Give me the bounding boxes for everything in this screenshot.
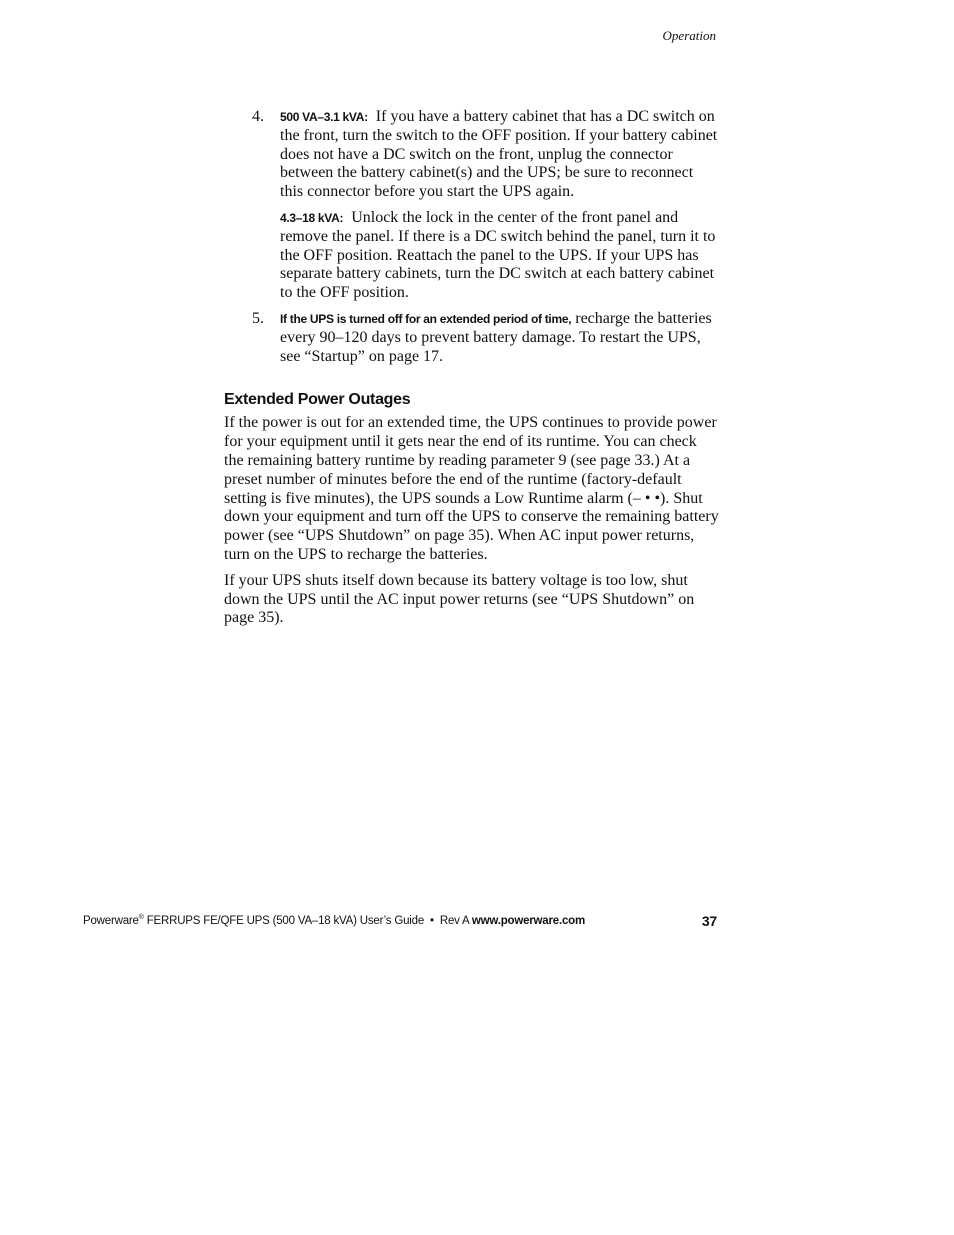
section-heading: Extended Power Outages	[224, 391, 411, 409]
step-lead: 500 VA–3.1 kVA:	[280, 110, 368, 124]
page-content	[224, 108, 720, 635]
step-text: recharge the batteries every 90–120 days to prevent battery damage. To restart the UPS, see “Startup” on page 17.	[280, 309, 712, 365]
step-paragraph	[280, 108, 720, 202]
step-text: Unlock the lock in the center of the front panel and remove the panel. If there is a DC switch behind the panel, turn it to the OFF position. Reattach the panel to the UPS. If your UPS has separate battery cabinets, turn the DC switch at each battery cabinet to the OFF position.	[280, 208, 716, 302]
step-number: 4.	[252, 108, 264, 125]
step-number: 5.	[252, 309, 264, 327]
step-5	[224, 310, 720, 366]
page-footer	[83, 914, 717, 927]
step-text: If you have a battery cabinet that has a DC switch on the front, turn the switch to the OFF position. If your battery cabinet does not have a DC switch on the front, unplug the connector between the battery cabinet(s) and the UPS; be sure to reconnect this connector before you start the UPS again.	[280, 108, 718, 201]
step-paragraph	[280, 310, 720, 366]
page-number: 37	[701, 913, 717, 929]
body-paragraph: If the power is out for an extended time, the UPS continues to provide power for your equipment until it gets near the end of its runtime. You can check the remaining battery runtime by reading parameter 9 (see page 33.) At a preset number of minutes before the end of the runtime (factory-default setting is five minutes), the UPS sounds a Low Runtime alarm (– • •). Shut down your equipment and turn off the UPS to conserve the remaining battery power (see “UPS Shutdown” on page 35). When AC input power returns, turn on the UPS to recharge the batteries.	[224, 414, 719, 563]
step-4	[224, 108, 720, 303]
running-head: Operation	[662, 28, 716, 43]
step-paragraph	[280, 209, 720, 303]
footer-brand: Powerware	[83, 914, 139, 927]
step-lead: 4.3–18 kVA:	[280, 210, 344, 225]
body-paragraph: If your UPS shuts itself down because its battery voltage is too low, shut down the UPS until the AC input power returns (see “UPS Shutdown” on page 35).	[224, 571, 695, 627]
footer-title: FERRUPS FE/QFE UPS (500 VA–18 kVA) User’s Guide • Rev A	[143, 914, 472, 927]
registered-mark: ®	[138, 914, 144, 921]
footer-url[interactable]: www.powerware.com	[471, 914, 586, 927]
step-lead: If the UPS is turned off for an extended period of time,	[280, 311, 572, 326]
